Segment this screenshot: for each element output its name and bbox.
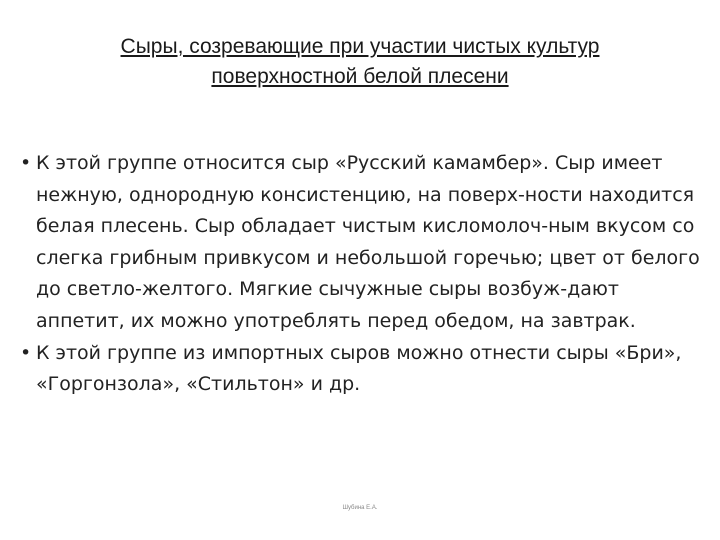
bullet-text-1: К этой группе относится сыр «Русский камамбер». Сыр имеет нежную, однородную консистенцию, на поверх-ности находится белая плесень. Сыр обладает чистым кисломолоч-ным вкусом со слегка грибным привкусом и небольшой горечью; цвет от белого до светло-желтого. Мягкие сычужные сыры возбуж-дают аппетит, их можно употреблять перед обедом, на завтрак. [36, 152, 700, 332]
bullet-icon: • [20, 341, 32, 364]
bullet-text-2: К этой группе из импортных сыров можно отнести сыры «Бри», «Горгонзола», «Стильтон» и др. [36, 341, 682, 396]
bullet-item-1 [20, 148, 700, 338]
footer-author: Шубина Е.А. [342, 505, 378, 511]
bullet-list [20, 148, 700, 401]
bullet-icon: • [20, 152, 32, 174]
title-line-2: поверхностной белой плесени [211, 65, 509, 88]
title-line-1: Сыры, созревающие при участии чистых культур [120, 35, 600, 58]
slide-title [40, 32, 680, 92]
bullet-item-2 [20, 338, 700, 401]
